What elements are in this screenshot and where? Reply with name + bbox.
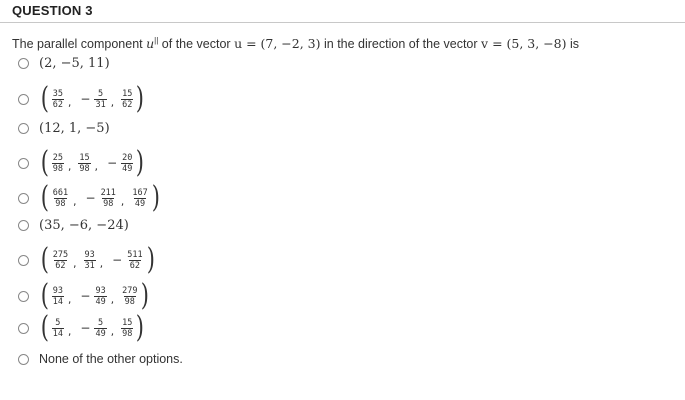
denominator: 62 bbox=[122, 99, 133, 110]
numerator: 5 bbox=[98, 88, 104, 99]
minus-sign: − bbox=[107, 156, 118, 170]
option-7[interactable] bbox=[18, 242, 156, 277]
comma: , bbox=[66, 328, 73, 338]
radio-button[interactable] bbox=[18, 158, 29, 169]
comma: , bbox=[66, 163, 73, 173]
option-text: None of the other options. bbox=[39, 352, 183, 366]
fraction bbox=[52, 318, 64, 339]
denominator: 49 bbox=[122, 163, 133, 174]
comma: , bbox=[98, 260, 105, 270]
left-paren: ( bbox=[40, 242, 49, 277]
option-9[interactable] bbox=[18, 310, 146, 345]
denominator: 62 bbox=[52, 99, 63, 110]
left-paren: ( bbox=[40, 145, 49, 180]
numerator: 93 bbox=[84, 249, 95, 260]
numerator: 167 bbox=[132, 187, 148, 198]
fraction bbox=[52, 250, 69, 271]
fraction bbox=[78, 153, 90, 174]
minus-sign: − bbox=[80, 289, 91, 303]
option-vector bbox=[39, 278, 151, 313]
fraction bbox=[52, 286, 64, 307]
fraction bbox=[94, 286, 106, 307]
comma: , bbox=[109, 328, 116, 338]
denominator: 14 bbox=[52, 296, 63, 307]
comma: , bbox=[66, 296, 73, 306]
radio-button[interactable] bbox=[18, 354, 29, 365]
radio-button[interactable] bbox=[18, 193, 29, 204]
denominator: 31 bbox=[84, 260, 95, 271]
option-text: (35, −6, −24) bbox=[39, 218, 129, 233]
stem-mid-2: in the direction of the vector bbox=[320, 37, 482, 52]
stem-suffix: is bbox=[566, 37, 579, 52]
option-vector bbox=[39, 81, 146, 116]
stem-prefix: The parallel component bbox=[12, 37, 147, 52]
denominator: 98 bbox=[52, 163, 63, 174]
left-paren: ( bbox=[40, 310, 49, 345]
option-vector bbox=[39, 180, 161, 215]
stem-symbol: u bbox=[146, 36, 155, 52]
vector-u: u = (7, −2, 3) bbox=[234, 36, 321, 52]
right-paren: ) bbox=[141, 278, 150, 313]
fraction bbox=[121, 318, 133, 339]
numerator: 511 bbox=[127, 249, 143, 260]
fraction bbox=[100, 188, 117, 209]
comma: , bbox=[109, 296, 116, 306]
numerator: 20 bbox=[122, 152, 133, 163]
option-vector bbox=[39, 242, 156, 277]
minus-sign: − bbox=[112, 253, 123, 267]
right-paren: ) bbox=[146, 242, 155, 277]
stem-superscript: || bbox=[154, 36, 159, 45]
denominator: 98 bbox=[122, 328, 133, 339]
fraction bbox=[52, 89, 64, 110]
numerator: 279 bbox=[122, 285, 138, 296]
fraction bbox=[121, 89, 133, 110]
numerator: 35 bbox=[52, 88, 63, 99]
left-paren: ( bbox=[40, 81, 49, 116]
option-8[interactable] bbox=[18, 278, 151, 313]
denominator: 98 bbox=[79, 163, 90, 174]
radio-button[interactable] bbox=[18, 123, 29, 134]
radio-button[interactable] bbox=[18, 58, 29, 69]
question-heading: QUESTION 3 bbox=[12, 3, 93, 18]
option-2[interactable] bbox=[18, 81, 146, 116]
comma: , bbox=[66, 99, 73, 109]
minus-sign: − bbox=[85, 191, 96, 205]
comma: , bbox=[109, 99, 116, 109]
denominator: 49 bbox=[95, 296, 106, 307]
numerator: 15 bbox=[122, 88, 133, 99]
option-vector bbox=[39, 310, 146, 345]
fraction bbox=[121, 153, 133, 174]
heading-divider bbox=[0, 22, 685, 23]
denominator: 14 bbox=[52, 328, 63, 339]
fraction bbox=[131, 188, 148, 209]
option-vector bbox=[39, 145, 146, 180]
radio-button[interactable] bbox=[18, 323, 29, 334]
option-6[interactable] bbox=[18, 218, 129, 233]
denominator: 31 bbox=[95, 99, 106, 110]
comma: , bbox=[72, 260, 78, 270]
numerator: 661 bbox=[52, 187, 69, 198]
denominator: 49 bbox=[134, 198, 146, 209]
numerator: 5 bbox=[55, 317, 61, 328]
numerator: 15 bbox=[122, 317, 133, 328]
right-paren: ) bbox=[136, 145, 145, 180]
option-text: (2, −5, 11) bbox=[39, 56, 110, 71]
minus-sign: − bbox=[80, 92, 91, 106]
radio-button[interactable] bbox=[18, 255, 29, 266]
option-3[interactable] bbox=[18, 121, 110, 136]
option-text: (12, 1, −5) bbox=[39, 121, 110, 136]
option-4[interactable] bbox=[18, 145, 146, 180]
comma: , bbox=[93, 163, 100, 173]
right-paren: ) bbox=[136, 310, 145, 345]
denominator: 98 bbox=[55, 198, 66, 209]
denominator: 98 bbox=[103, 198, 114, 209]
radio-button[interactable] bbox=[18, 291, 29, 302]
numerator: 93 bbox=[52, 285, 63, 296]
option-10[interactable] bbox=[18, 352, 183, 366]
numerator: 211 bbox=[100, 187, 116, 198]
radio-button[interactable] bbox=[18, 94, 29, 105]
fraction bbox=[94, 89, 106, 110]
numerator: 275 bbox=[52, 249, 69, 260]
numerator: 93 bbox=[95, 285, 106, 296]
numerator: 5 bbox=[98, 317, 104, 328]
right-paren: ) bbox=[151, 180, 160, 215]
fraction bbox=[52, 188, 69, 209]
fraction bbox=[126, 250, 143, 271]
fraction bbox=[84, 250, 96, 271]
denominator: 98 bbox=[124, 296, 135, 307]
stem-mid-1: of the vector bbox=[158, 37, 235, 52]
left-paren: ( bbox=[40, 180, 49, 215]
fraction bbox=[94, 318, 106, 339]
option-5[interactable] bbox=[18, 180, 161, 215]
denominator: 49 bbox=[95, 328, 106, 339]
left-paren: ( bbox=[40, 278, 49, 313]
fraction bbox=[121, 286, 138, 307]
radio-button[interactable] bbox=[18, 220, 29, 231]
question-stem bbox=[12, 36, 579, 51]
numerator: 15 bbox=[79, 152, 90, 163]
minus-sign: − bbox=[80, 321, 91, 335]
numerator: 25 bbox=[52, 152, 63, 163]
comma: , bbox=[72, 198, 78, 208]
right-paren: ) bbox=[136, 81, 145, 116]
denominator: 62 bbox=[55, 260, 66, 271]
denominator: 62 bbox=[129, 260, 141, 271]
comma: , bbox=[119, 198, 126, 208]
vector-v: v = (5, 3, −8) bbox=[481, 36, 567, 52]
fraction bbox=[52, 153, 64, 174]
option-1[interactable] bbox=[18, 56, 110, 71]
